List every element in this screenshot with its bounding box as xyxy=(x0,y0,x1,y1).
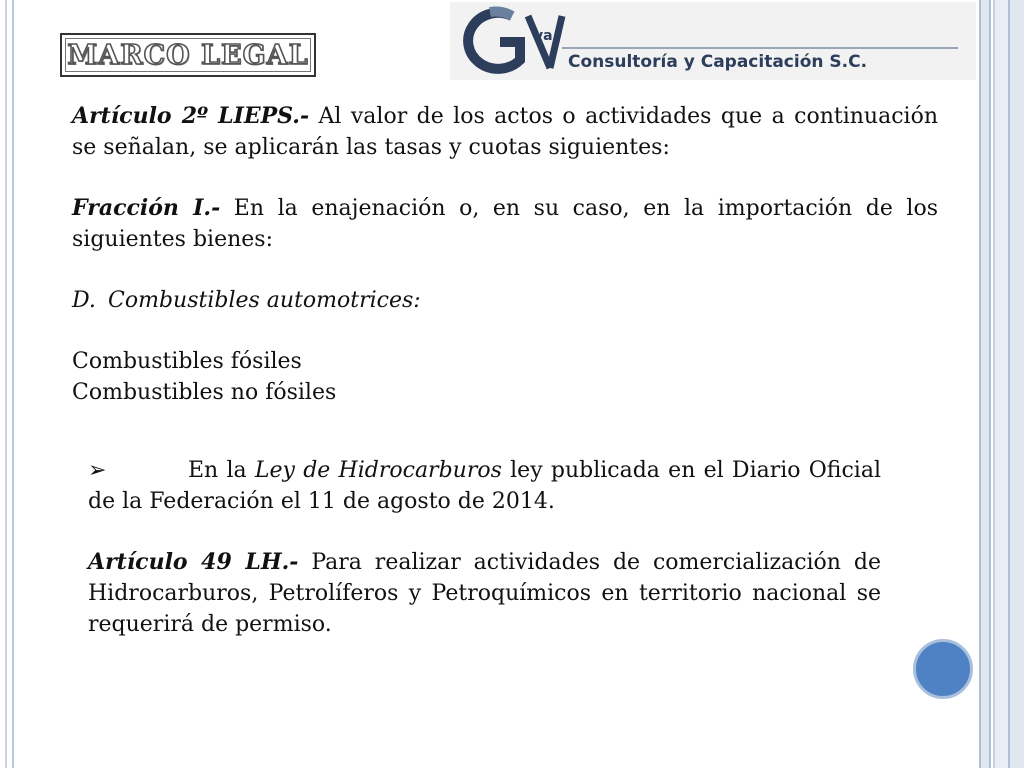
fuels-list xyxy=(72,346,938,408)
article-lh-label: Artículo 49 LH.- xyxy=(88,549,299,575)
article-lh-text: Para realizar actividades de comercialización de Hidrocarburos, Petrolíferos y Petroquímicos en territorio nacional se requerirá de permiso. xyxy=(88,550,881,637)
left-decorative-border xyxy=(0,0,14,768)
item-d-line xyxy=(72,285,938,316)
logo-divider xyxy=(562,47,958,49)
fraccion-label: Fracción I.- xyxy=(72,195,221,221)
bullet-rest: ley publicada en el Diario Oficial de la Federación el 11 de agosto de 2014. xyxy=(88,458,881,514)
article-lieps-paragraph xyxy=(72,101,938,163)
arrowhead-bullet-icon: ➢ xyxy=(88,458,107,483)
slide-title-box xyxy=(60,33,316,77)
article-lh-paragraph xyxy=(88,547,881,640)
logo-mark-icon xyxy=(450,2,580,80)
article-lieps-label: Artículo 2º LIEPS.- xyxy=(72,103,310,129)
item-d-letter: D. xyxy=(72,288,96,313)
fraccion-paragraph xyxy=(72,193,938,255)
law-name: Ley de Hidrocarburos xyxy=(254,458,502,483)
item-d-text: Combustibles automotrices: xyxy=(108,288,421,313)
bullet-lead: En la xyxy=(188,458,255,483)
fuel-item: Combustibles fósiles xyxy=(72,349,302,374)
company-logo xyxy=(450,2,976,80)
bullet-paragraph xyxy=(88,455,881,517)
article-lieps-text: Al valor de los actos o actividades que a continuación se señalan, se aplicarán las tasas y cuotas siguientes: xyxy=(72,104,938,160)
slide-title: MARCO LEGAL xyxy=(67,39,309,71)
logo-company-name: Consultoría y Capacitación S.C. xyxy=(568,52,868,72)
slide-nav-circle-button[interactable] xyxy=(913,639,973,699)
fuel-item: Combustibles no fósiles xyxy=(72,380,337,405)
fraccion-text: En la enajenación o, en su caso, en la importación de los siguientes bienes: xyxy=(72,196,938,252)
logo-mark-text: va xyxy=(534,28,553,44)
right-decorative-border xyxy=(976,0,1024,768)
